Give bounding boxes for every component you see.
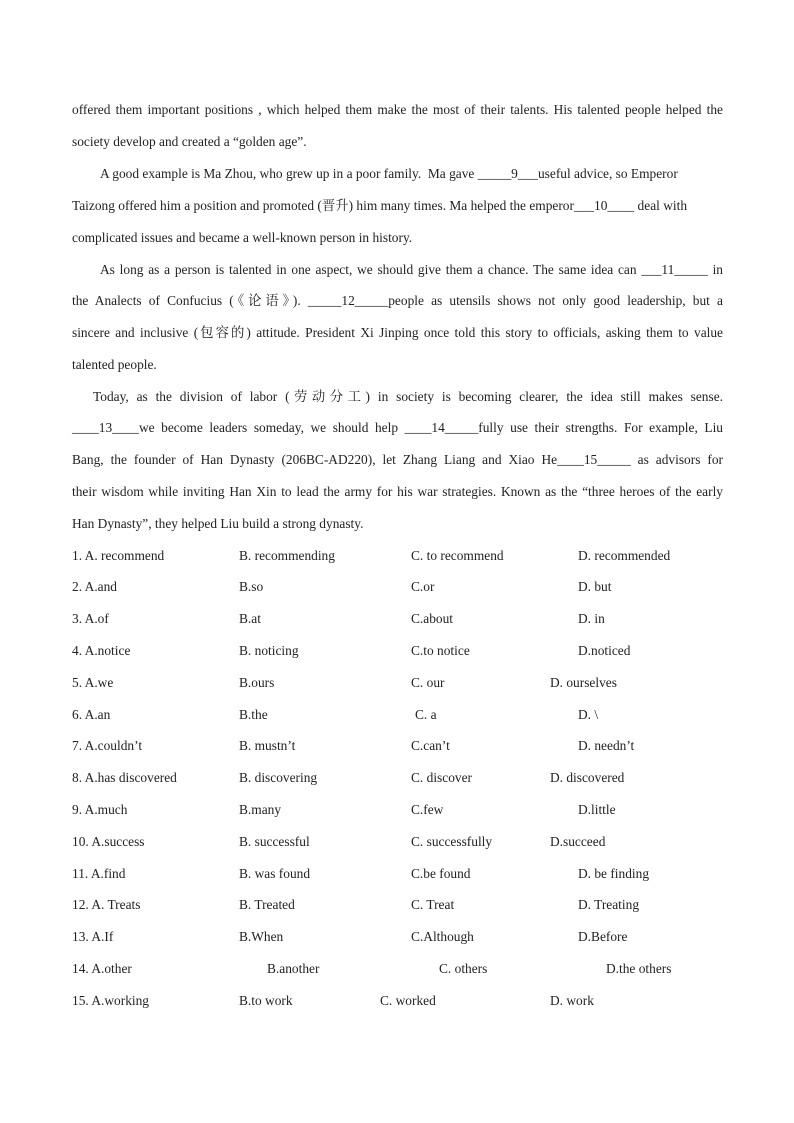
passage-line: ____13____we become leaders someday, we should help ____14_____fully use their strengths. For example, Liu	[72, 420, 723, 435]
passage-line: society develop and created a “golden age”.	[72, 134, 307, 149]
passage-line: the Analects of Confucius (《论语》). _____12_____people as utensils shows not only good leadership, but a	[72, 293, 723, 308]
question-9-option-b: B.many	[239, 802, 282, 817]
question-3-option-c: C.about	[411, 611, 454, 626]
question-9-option-a: 9. A.much	[72, 802, 128, 817]
question-15-option-b: B.to work	[239, 993, 293, 1008]
question-13-option-a: 13. A.If	[72, 929, 114, 944]
question-14-option-d: D.the others	[606, 961, 672, 976]
question-5-option-a: 5. A.we	[72, 675, 114, 690]
question-6-option-b: B.the	[239, 707, 268, 722]
question-13-option-c: C.Although	[411, 929, 474, 944]
question-2-option-d: D. but	[578, 579, 612, 594]
passage-line: Taizong offered him a position and promoted (晋升) him many times. Ma helped the emperor___10____ deal with	[72, 198, 688, 213]
question-4-option-c: C.to notice	[411, 643, 470, 658]
question-4-option-b: B. noticing	[239, 643, 299, 658]
question-4-option-a: 4. A.notice	[72, 643, 131, 658]
question-8-option-c: C. discover	[411, 770, 472, 785]
question-2-option-b: B.so	[239, 579, 264, 594]
question-8-option-d: D. discovered	[550, 770, 625, 785]
question-1-option-a: 1. A. recommend	[72, 548, 165, 563]
question-5-option-b: B.ours	[239, 675, 275, 690]
question-7-option-a: 7. A.couldn’t	[72, 738, 143, 753]
question-10-option-b: B. successful	[239, 834, 310, 849]
question-11-option-b: B. was found	[239, 866, 311, 881]
question-6-option-c: C. a	[415, 707, 437, 722]
question-3-option-b: B.at	[239, 611, 261, 626]
question-13-option-b: B.When	[239, 929, 284, 944]
passage-line: offered them important positions , which helped them make the most of their talents. His talented people helped the	[72, 102, 723, 117]
question-1-option-b: B. recommending	[239, 548, 335, 563]
question-9-option-d: D.little	[578, 802, 616, 817]
question-14-option-b: B.another	[267, 961, 320, 976]
question-14-option-c: C. others	[439, 961, 488, 976]
question-12-option-d: D. Treating	[578, 897, 640, 912]
question-10-option-a: 10. A.success	[72, 834, 145, 849]
question-10-option-d: D.succeed	[550, 834, 606, 849]
question-3-option-a: 3. A.of	[72, 611, 109, 626]
question-2-option-a: 2. A.and	[72, 579, 118, 594]
question-4-option-d: D.noticed	[578, 643, 631, 658]
question-13-option-d: D.Before	[578, 929, 628, 944]
passage-line: A good example is Ma Zhou, who grew up in a poor family. Ma gave _____9___useful advice, so Emperor	[100, 166, 678, 181]
question-12-option-a: 12. A. Treats	[72, 897, 141, 912]
question-9-option-c: C.few	[411, 802, 444, 817]
question-11-option-c: C.be found	[411, 866, 471, 881]
question-3-option-d: D. in	[578, 611, 605, 626]
question-7-option-b: B. mustn’t	[239, 738, 296, 753]
question-15-option-c: C. worked	[380, 993, 436, 1008]
passage-line: As long as a person is talented in one aspect, we should give them a chance. The same idea can ___11_____ in	[100, 262, 723, 277]
question-6-option-a: 6. A.an	[72, 707, 111, 722]
passage-line: talented people.	[72, 357, 157, 372]
question-11-option-d: D. be finding	[578, 866, 650, 881]
question-6-option-d: D. \	[578, 707, 599, 722]
question-15-option-a: 15. A.working	[72, 993, 149, 1008]
passage-line: their wisdom while inviting Han Xin to lead the army for his war strategies. Known as the “three heroes of the early	[72, 484, 723, 499]
question-8-option-b: B. discovering	[239, 770, 318, 785]
question-11-option-a: 11. A.find	[72, 866, 126, 881]
question-12-option-b: B. Treated	[239, 897, 295, 912]
question-5-option-d: D. ourselves	[550, 675, 617, 690]
passage-line: Han Dynasty”, they helped Liu build a strong dynasty.	[72, 516, 364, 531]
question-7-option-c: C.can’t	[411, 738, 450, 753]
question-5-option-c: C. our	[411, 675, 445, 690]
question-7-option-d: D. needn’t	[578, 738, 635, 753]
passage-line: complicated issues and became a well-known person in history.	[72, 230, 413, 245]
question-15-option-d: D. work	[550, 993, 594, 1008]
passage-line: Bang, the founder of Han Dynasty (206BC-AD220), let Zhang Liang and Xiao He____15_____ as advisors for	[72, 452, 723, 467]
question-10-option-c: C. successfully	[411, 834, 493, 849]
question-14-option-a: 14. A.other	[72, 961, 132, 976]
question-8-option-a: 8. A.has discovered	[72, 770, 177, 785]
passage-line: sincere and inclusive (包容的) attitude. President Xi Jinping once told this story to officials, asking them to value	[72, 325, 723, 340]
question-1-option-d: D. recommended	[578, 548, 671, 563]
question-1-option-c: C. to recommend	[411, 548, 504, 563]
question-2-option-c: C.or	[411, 579, 435, 594]
question-12-option-c: C. Treat	[411, 897, 455, 912]
passage-line: Today, as the division of labor (劳动分工) in society is becoming clearer, the idea still makes sense.	[93, 389, 723, 404]
